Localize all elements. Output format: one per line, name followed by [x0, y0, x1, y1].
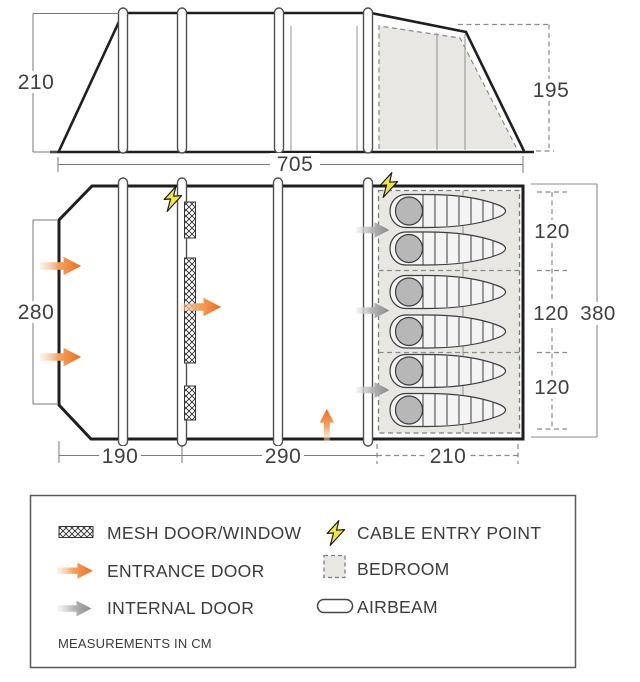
legend-mesh-label: MESH DOOR/WINDOW [107, 523, 302, 543]
dim-bedroom-width-1-label: 120 [534, 220, 570, 243]
bedroom-legend-icon [324, 556, 345, 578]
dim-plan-width-label: 280 [17, 301, 55, 324]
dim-length-label: 705 [276, 153, 314, 176]
plan-airbeam-3 [274, 178, 283, 446]
dim-living-depth-label: 290 [264, 445, 302, 468]
floor-plan-view [15, 173, 621, 468]
dim-bedroom-total-label: 380 [580, 302, 616, 325]
side-bedroom-area [379, 26, 517, 149]
legend-airbeam-label: AIRBEAM [357, 597, 438, 617]
side-airbeam-3 [275, 8, 284, 153]
mesh-window-icon [59, 527, 93, 538]
legend [31, 496, 576, 668]
side-airbeam-2 [178, 8, 187, 153]
mesh-strip-3 [185, 386, 196, 420]
mesh-door-window-strips [185, 202, 196, 420]
legend-cable-label: CABLE ENTRY POINT [357, 523, 542, 543]
mesh-strip-1 [185, 202, 196, 238]
airbeam-legend-icon [318, 600, 353, 613]
plan-airbeam-1 [119, 178, 128, 446]
dim-bedroom-width-3-label: 120 [534, 376, 570, 399]
side-airbeam-4 [364, 8, 373, 153]
dim-bedroom-depth-label: 210 [429, 445, 467, 468]
side-airbeam-1 [119, 8, 128, 153]
dim-rear-height-label: 195 [532, 79, 570, 102]
dim-side-height-label: 210 [17, 71, 55, 94]
legend-bedroom-label: BEDROOM [357, 559, 450, 579]
legend-entrance-label: ENTRANCE DOOR [107, 561, 265, 581]
dim-porch-depth-label: 190 [101, 445, 139, 468]
dim-bedroom-width-2-label: 120 [533, 302, 569, 325]
legend-internal-label: INTERNAL DOOR [107, 598, 255, 618]
side-elevation-view [15, 8, 573, 176]
legend-note: MEASUREMENTS IN CM [58, 636, 212, 651]
